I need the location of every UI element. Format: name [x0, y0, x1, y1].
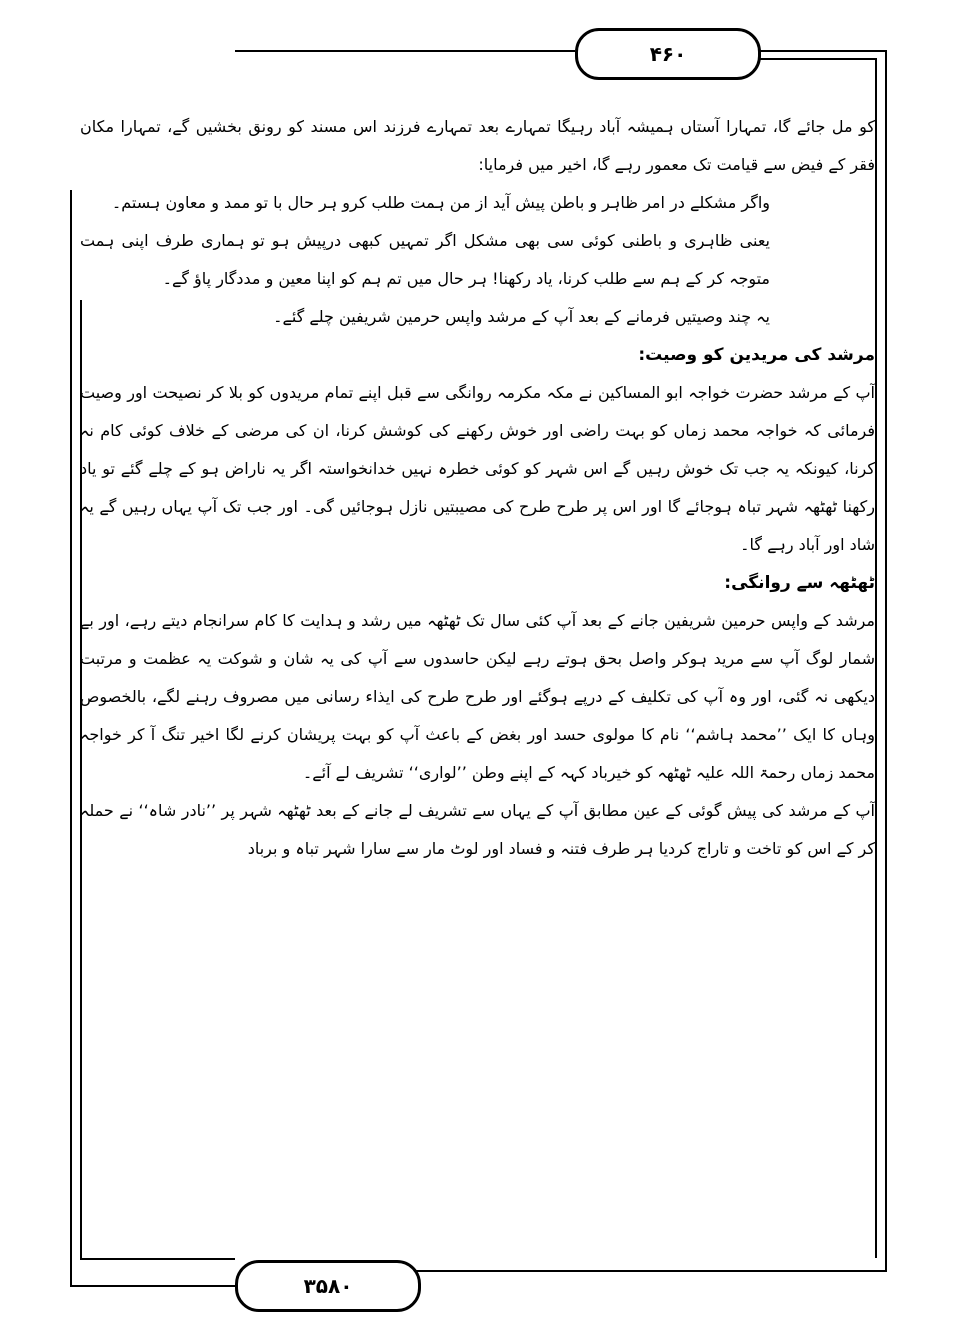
frame-top-line-right — [755, 50, 885, 52]
frame-top-line-inner — [755, 58, 875, 60]
body-text — [80, 108, 875, 868]
frame-right-inner — [875, 58, 877, 1258]
frame-right-bottom — [415, 1270, 887, 1272]
section-heading: مرشد کی مریدین کو وصیت: — [638, 345, 875, 365]
frame-bottom-left-outer — [70, 1285, 235, 1287]
frame-left-outer — [70, 190, 72, 1285]
persian-quote: واگر مشکلے در امر ظاہر و باطن پیش آید از من ہمت طلب کرو ہر حال با تو ممد و معاون ہستم۔ — [111, 193, 770, 212]
paragraph: کو مل جائے گا، تمہارا آستاں ہمیشہ آباد رہیگا تمہارے بعد تمہارے فرزند اس مسند کو رونق بخشیں گے، تمہارا مکان فقر کے فیض سے قیامت تک معمور رہے گا، اخیر میں فرمایا: — [80, 117, 875, 174]
frame-bottom-left-inner — [80, 1258, 235, 1260]
frame-top-line — [235, 50, 575, 52]
page-number-top: ۴۶۰ — [575, 28, 761, 80]
paragraph: آپ کے مرشد کی پیش گوئی کے عین مطابق آپ کے یہاں سے تشریف لے جانے کے بعد ٹھٹھہ شہر پر ’’نادر شاہ‘‘ نے حملہ کر کے اس کو تاخت و تاراج کردیا ہر طرف فتنہ و فساد اور لوٹ مار سے سارا شہر تباہ و برباد — [80, 801, 875, 858]
page-number-bottom: ۳۵۸۰ — [235, 1260, 421, 1312]
paragraph: آپ کے مرشد حضرت خواجہ ابو المساکین نے مکہ مکرمہ روانگی سے قبل اپنے تمام مریدوں کو بلا کر نصیحت اور وصیت فرمائی کہ خواجہ محمد زماں کو بہت راضی اور خوش رکھنے کی کوشش کرنا، ان کی مرضی کے خلاف کوئی کام نہ کرنا، کیونکہ یہ جب تک خوش رہیں گے اس شہر کو کوئی خطرہ نہیں خدانخواستہ اگر یہ ناراض ہو کے چلے گئے تو یاد رکھنا ٹھٹھہ شہر تباہ ہوجائے گا اور اس پر طرح طرح کی مصیبتیں نازل ہوجائیں گی۔ اور جب تک آپ یہاں رہیں گے یہ شاد اور آباد رہے گا۔ — [80, 383, 875, 554]
quote-translation: یعنی ظاہری و باطنی کوئی سی بھی مشکل اگر تمہیں کبھی درپیش ہو تو ہماری طرف اپنی ہمت متوجہ کر کے ہم سے طلب کرنا، یاد رکھنا! ہر حال میں تم ہم کو اپنا معین و مددگار پاؤ گے۔ — [80, 231, 770, 288]
section-heading: ٹھٹھہ سے روانگی: — [724, 573, 875, 593]
paragraph: یہ چند وصیتیں فرمانے کے بعد آپ کے مرشد واپس حرمین شریفین چلے گئے۔ — [273, 307, 770, 326]
frame-right-outer — [885, 50, 887, 1270]
paragraph: مرشد کے واپس حرمین شریفین جانے کے بعد آپ کئی سال تک ٹھٹھہ میں رشد و ہدایت کا کام سرانجام دیتے رہے، اور بے شمار لوگ آپ سے مرید ہوکر واصل بحق ہوتے رہے لیکن حاسدوں سے آپ کی یہ شان و شوکت یہ عظمت و مرتبت دیکھی نہ گئی، اور وہ آپ کی تکلیف کے درپے ہوگئے اور طرح طرح کی ایذاء رسانی میں مصروف رہنے لگے، بالخصوص وہاں کا ایک ’’محمد ہاشم‘‘ نام کا مولوی حسد اور بغض کے باعث آپ کو بہت پریشان کرنے لگا اخیر تنگ آ کر خواجہ محمد زماں رحمۃ اللہ علیہ ٹھٹھہ کو خیرباد کہہ کے اپنے وطن ’’لواری‘‘ تشریف لے آئے۔ — [80, 611, 875, 782]
